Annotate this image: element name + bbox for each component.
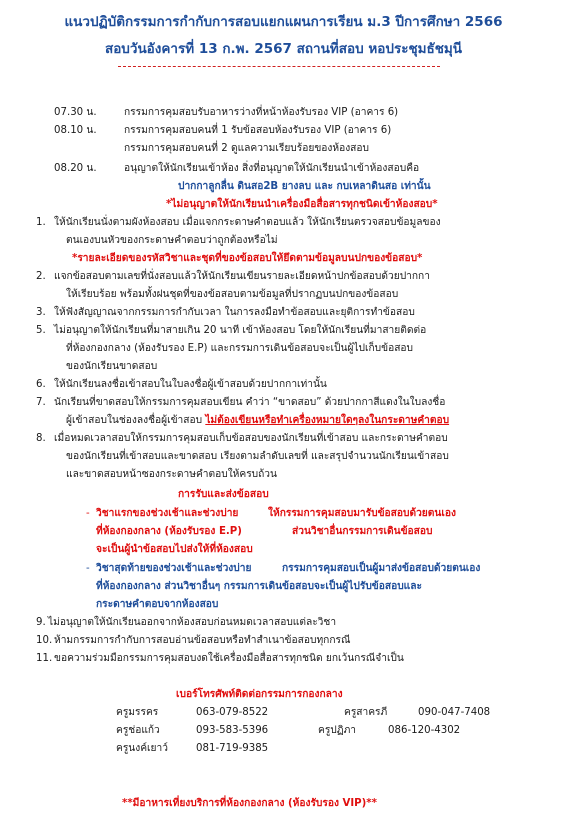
item-text: เมื่อหมดเวลาสอบให้กรรมการคุมสอบเก็บข้อสอบของนักเรียนที่เข้าสอบ และกระดาษคำตอบ (54, 433, 448, 444)
schedule-text: กรรมการคุมสอบคนที่ 2 ดูแลความเรียบร้อยของห้องสอบ (124, 143, 369, 154)
contacts-heading: เบอร์โทรศัพท์ติดต่อกรรมการกองกลาง (176, 689, 343, 700)
item-number: 8. (36, 433, 46, 444)
lunch-note: **มีอาหารเที่ยงบริการที่ห้องกองกลาง (ห้องรับรอง VIP)** (122, 798, 377, 809)
item-text: ไม่อนุญาตให้นักเรียนที่มาสายเกิน 20 นาที เข้าห้องสอบ โดยให้นักเรียนที่มาสายติดต่อ (54, 325, 427, 336)
divider (118, 66, 440, 67)
collect-text: วิชาแรกของช่วงเช้าและช่วงบ่าย (96, 508, 239, 519)
item-number: 1. (36, 217, 46, 228)
collect-text: ที่ห้องกองกลาง ส่วนวิชาอื่นๆ กรรมการเดินข้อสอบจะเป็นผู้ไปรับข้อสอบและ (96, 581, 422, 592)
contact-phone: 063-079-8522 (196, 707, 269, 718)
schedule-time: 08.10 น. (54, 125, 97, 136)
bullet-dash: - (86, 508, 90, 519)
item-text: ให้นักเรียนนั่งตามผังห้องสอบ เมื่อแจกกระดาษคำตอบแล้ว ให้นักเรียนตรวจสอบข้อมูลของ (54, 217, 441, 228)
collect-text: กรรมการคุมสอบเป็นผู้มาส่งข้อสอบด้วยตนเอง (282, 563, 481, 574)
item-text: ของนักเรียนที่เข้าสอบและขาดสอบ เรียงตามลำดับเลขที่ และสรุปจำนวนนักเรียนเข้าสอบ (66, 451, 449, 462)
item-number: 5. (36, 325, 46, 336)
item-number: 3. (36, 307, 46, 318)
item-7-line-2 (66, 414, 449, 428)
collect-text: ให้กรรมการคุมสอบมารับข้อสอบด้วยตนเอง (268, 508, 456, 519)
allowed-items: ปากกาลูกลื่น ดินสอ2B ยางลบ และ กบเหลาดินสอ เท่านั้น (178, 181, 431, 192)
contact-phone: 093-583-5396 (196, 725, 269, 736)
item-text: ขอความร่วมมือกรรมการคุมสอบงดใช้เครื่องมือสื่อสารทุกชนิด ยกเว้นกรณีจำเป็น (54, 653, 404, 664)
contact-name: ครูปฏิภา (318, 725, 357, 736)
item-text: ที่ห้องกองกลาง (ห้องรับรอง E.P) และกรรมการเดินข้อสอบจะเป็นผู้ไปเก็บข้อสอบ (66, 343, 414, 354)
item-number: 9. (36, 617, 46, 628)
page-subtitle: สอบวันอังคารที่ 13 ก.พ. 2567 สถานที่สอบ หอประชุมธัชมุนี (104, 41, 463, 57)
bullet-dash: - (86, 563, 90, 574)
exam-code-note: *รายละเอียดของรหัสวิชาและชุดที่ของข้อสอบให้ยึดตามข้อมูลบนปกของข้อสอบ* (72, 253, 423, 264)
schedule-text: กรรมการคุมสอบคนที่ 1 รับข้อสอบห้องรับรอง VIP (อาคาร 6) (124, 125, 392, 136)
collect-last (86, 562, 481, 610)
item-text: ของนักเรียนขาดสอบ (66, 361, 158, 372)
collect-morning (86, 507, 456, 555)
item-number: 7. (36, 397, 46, 408)
item-text: แจกข้อสอบตามเลขที่นั่งสอบแล้วให้นักเรียนเขียนรายละเอียดหน้าปกข้อสอบด้วยปากกา (54, 271, 430, 282)
contact-name: ครูนงค์เยาว์ (116, 743, 168, 754)
item-number: 10. (36, 635, 53, 646)
collect-text: ส่วนวิชาอื่นกรรมการเดินข้อสอบ (292, 526, 433, 537)
contact-name: ครูช่อแก้ว (116, 725, 160, 736)
collect-text: กระดาษคำตอบจากห้องสอบ (96, 599, 219, 610)
contact-phone: 081-719-9385 (196, 743, 269, 754)
collect-text: วิชาสุดท้ายของช่วงเช้าและช่วงบ่าย (96, 563, 252, 574)
item-text: ผู้เข้าสอบในช่องลงชื่อผู้เข้าสอบ (66, 415, 206, 426)
schedule-text: กรรมการคุมสอบรับอาหารว่างที่หน้าห้องรับรอง VIP (อาคาร 6) (124, 107, 399, 118)
no-devices-warning: *ไม่อนุญาตให้นักเรียนนำเครื่องมือสื่อสารทุกชนิดเข้าห้องสอบ* (166, 199, 438, 210)
schedule-time: 07.30 น. (54, 107, 97, 118)
item-text: ให้เรียบร้อย พร้อมทั้งฝนชุดที่ของข้อสอบตามข้อมูลที่ปรากฏบนปกของข้อสอบ (66, 289, 399, 300)
item-number: 2. (36, 271, 46, 282)
item-text: นักเรียนที่ขาดสอบให้กรรมการคุมสอบเขียน คำว่า “ขาดสอบ” ด้วยปากกาสีแดงในใบลงชื่อ (54, 397, 446, 408)
contact-name: ครูมรรคร (116, 707, 159, 718)
item-text: ไม่อนุญาตให้นักเรียนออกจากห้องสอบก่อนหมดเวลาสอบแต่ละวิชา (48, 617, 337, 628)
item-number: 6. (36, 379, 46, 390)
contact-phone: 090-047-7408 (418, 707, 491, 718)
collect-text: จะเป็นผู้นำข้อสอบไปส่งให้ที่ห้องสอบ (96, 544, 253, 555)
collect-heading: การรับและส่งข้อสอบ (178, 489, 269, 500)
schedule-text: อนุญาตให้นักเรียนเข้าห้อง สิ่งที่อนุญาตให้นักเรียนนำเข้าห้องสอบคือ (124, 163, 420, 174)
item-text: ให้นักเรียนลงชื่อเข้าสอบในใบลงชื่อผู้เข้าสอบด้วยปากกาเท่านั้น (54, 379, 327, 390)
no-mark-warning: ไม่ต้องเขียนหรือทำเครื่องหมายใดๆลงในกระดาษคำตอบ (205, 415, 450, 426)
collect-text: ที่ห้องกองกลาง (ห้องรับรอง E.P) (96, 526, 242, 537)
item-text: ตนเองบนหัวของกระดาษคำตอบว่าถูกต้องหรือไม่ (66, 235, 278, 246)
page-title: แนวปฏิบัติกรรมการกำกับการสอบแยกแผนการเรียน ม.3 ปีการศึกษา 2566 (64, 14, 503, 30)
contact-phone: 086-120-4302 (388, 725, 461, 736)
item-text: และขาดสอบหน้าซองกระดาษคำตอบให้ครบถ้วน (66, 469, 277, 480)
item-text: ให้ฟังสัญญาณจากกรรมการกำกับเวลา ในการลงมือทำข้อสอบและยุติการทำข้อสอบ (54, 307, 415, 318)
item-number: 11. (36, 653, 53, 664)
contact-name: ครูสาครภี (344, 707, 388, 718)
schedule-time: 08.20 น. (54, 163, 97, 174)
item-text: ห้ามกรรมการกำกับการสอบอ่านข้อสอบหรือทำสำเนาข้อสอบทุกกรณี (54, 635, 351, 646)
